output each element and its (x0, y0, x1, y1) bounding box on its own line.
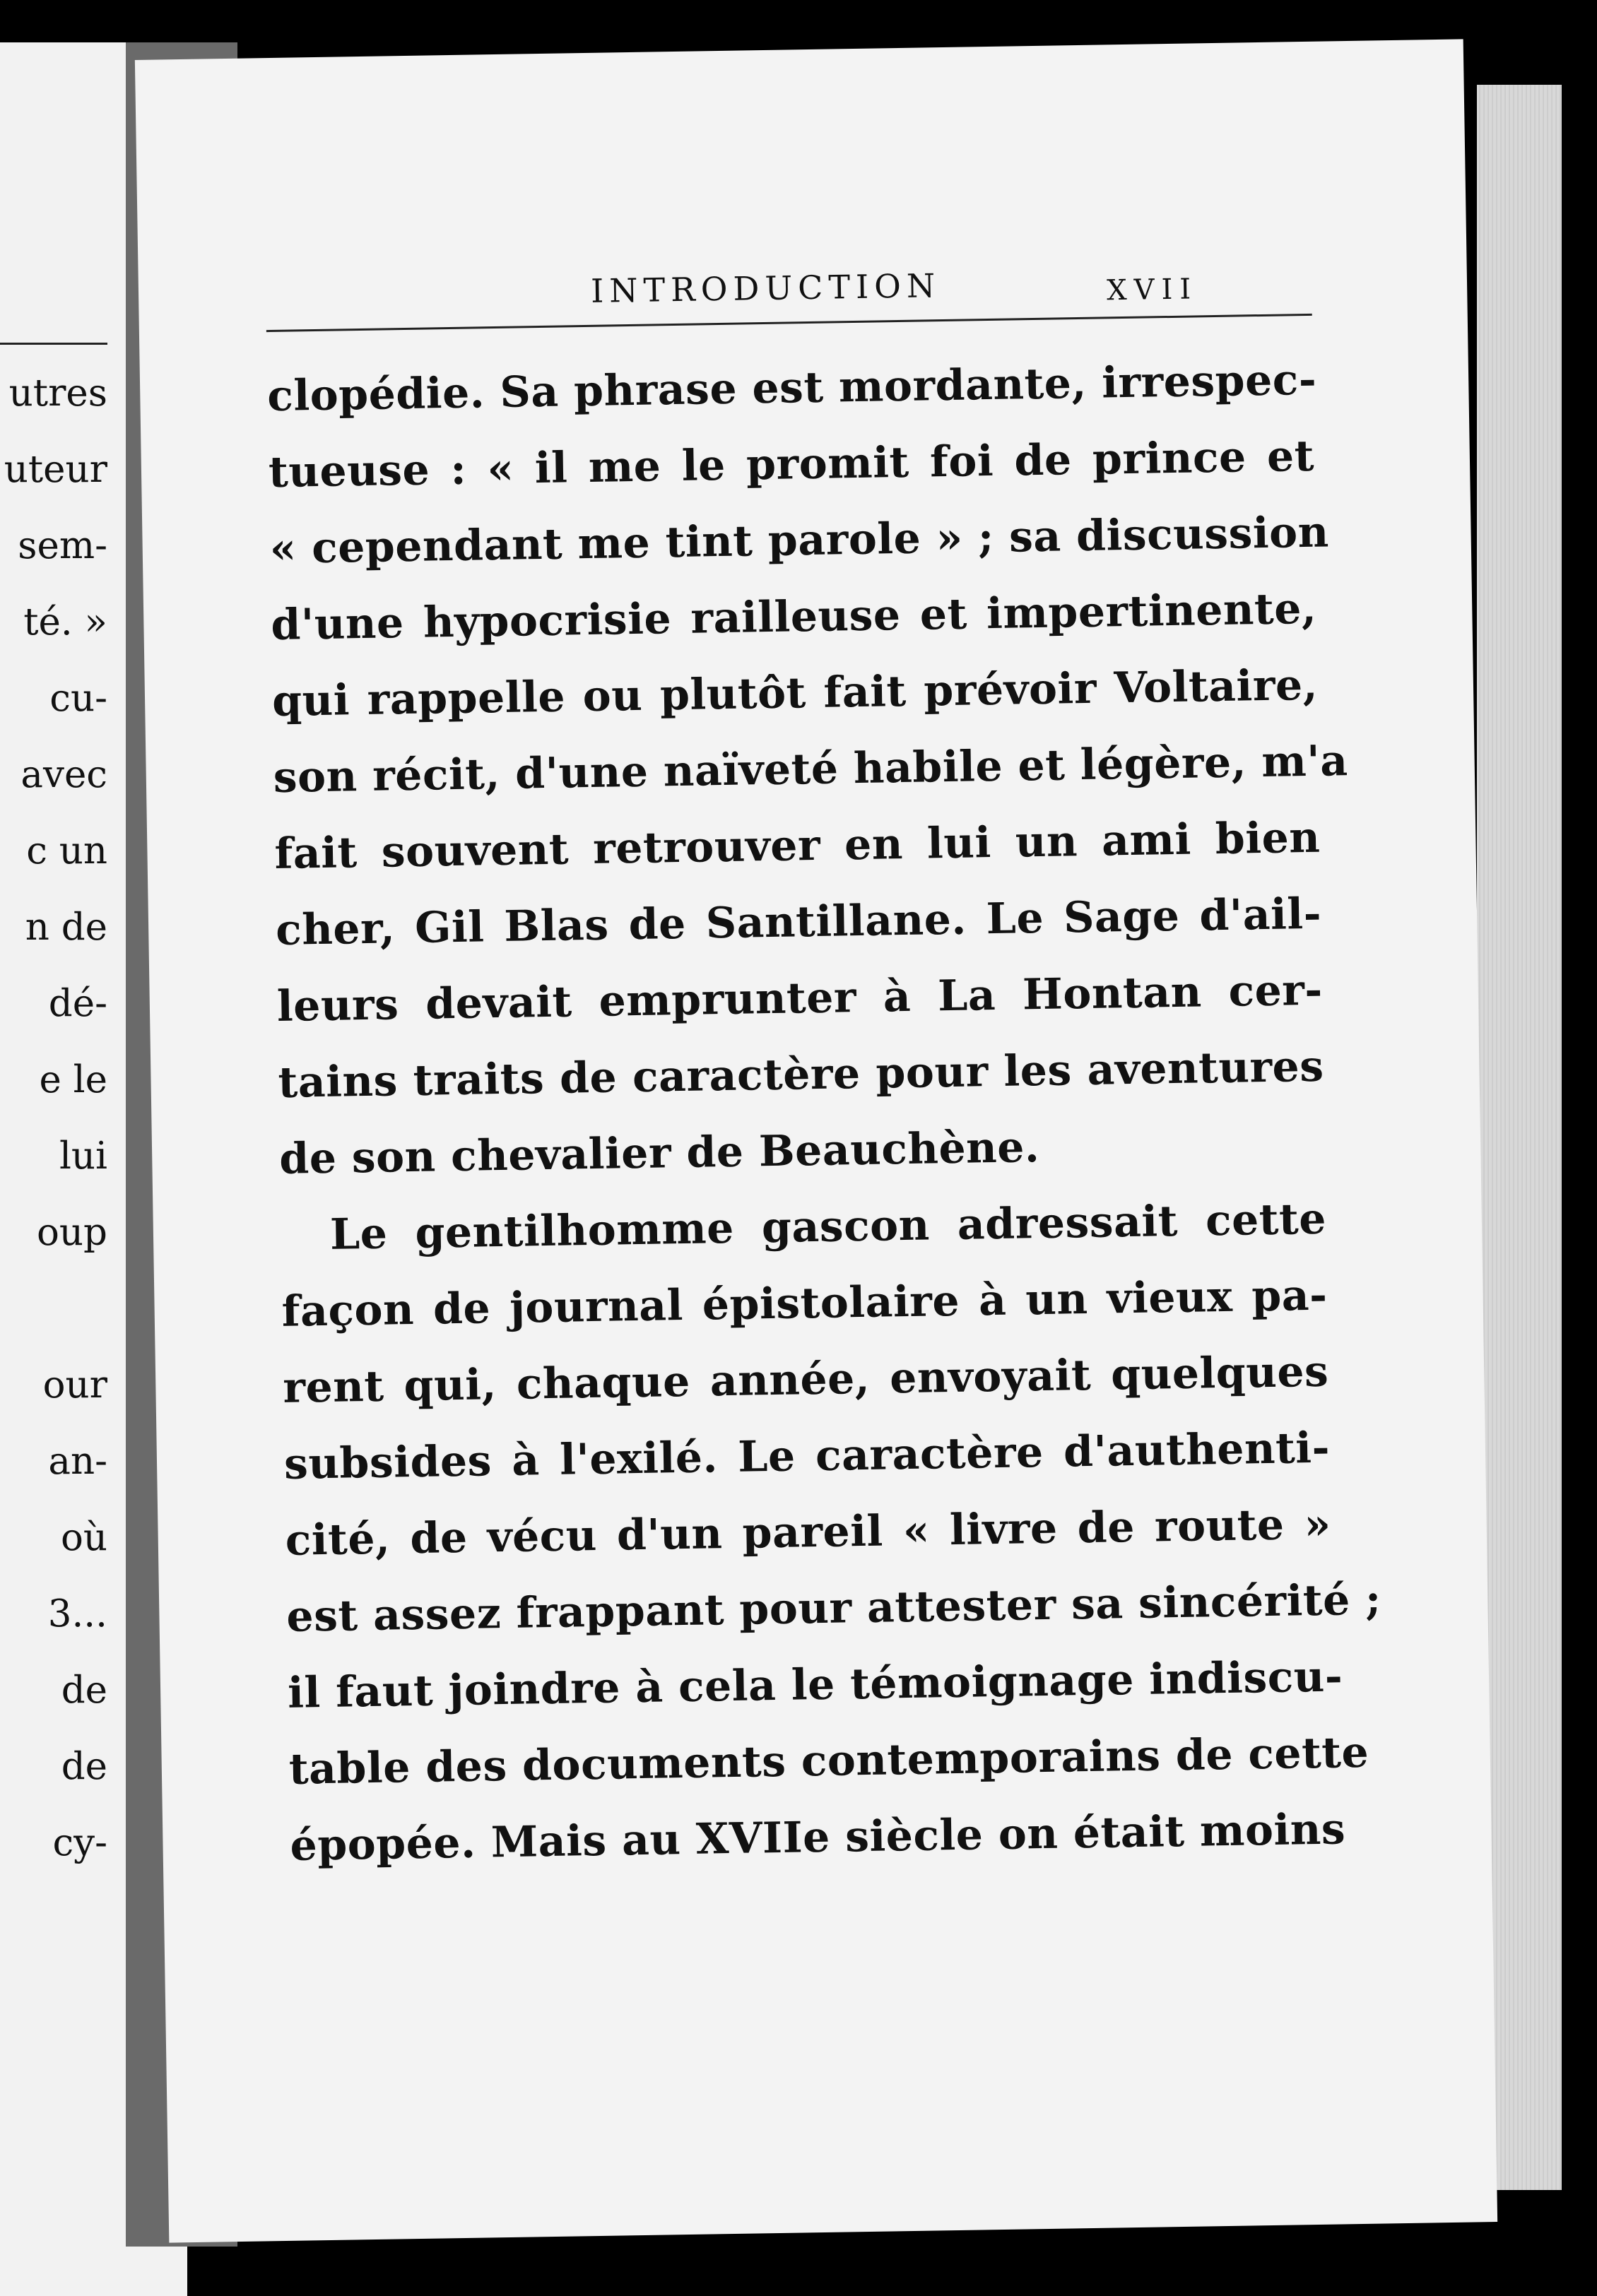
text-line: d'une hypocrisie railleuse et impertinente, (270, 584, 1317, 651)
left-page-line: té. » (23, 600, 107, 644)
left-page-line: avec (20, 753, 107, 796)
text-line: cité, de vécu d'un pareil « livre de route » (285, 1499, 1332, 1566)
text-line: qui rappelle ou plutôt fait prévoir Voltaire, (271, 660, 1319, 727)
text-line: de son chevalier de Beauchène. (278, 1123, 1040, 1184)
text-line: fait souvent retrouver en lui un ami bien (273, 812, 1321, 879)
left-page-line: e le (39, 1058, 107, 1101)
left-page-line: dé- (48, 982, 107, 1025)
left-page-line: c un (26, 829, 107, 872)
text-line: table des documents contemporains de cette (288, 1727, 1369, 1794)
text-line: subsides à l'exilé. Le caractère d'authenti- (283, 1423, 1331, 1489)
text-line: il faut joindre à cela le témoignage indiscu- (287, 1652, 1343, 1718)
left-page-line: our (42, 1363, 107, 1407)
left-page-line: cy- (52, 1821, 107, 1864)
text-line: Le gentilhomme gascon adressait cette (329, 1194, 1327, 1260)
page-number: XVII (1106, 273, 1198, 307)
body-text (266, 342, 1382, 1884)
left-page-rule (0, 343, 107, 345)
text-line: tueuse : « il me le promit foi de prince et (268, 431, 1315, 498)
left-page-line: de (61, 1669, 107, 1712)
text-line: cher, Gil Blas de Santillane. Le Sage d'ail- (275, 889, 1322, 955)
text-line: clopédie. Sa phrase est mordante, irrespec- (266, 355, 1317, 422)
text-line: son récit, d'une naïveté habile et légère, m'a (273, 736, 1349, 803)
left-page-line: cu- (49, 677, 107, 720)
header-rule (266, 314, 1312, 332)
left-page-line: n de (25, 906, 107, 949)
left-page-line: uteur (4, 448, 107, 491)
left-page-line: utres (8, 372, 107, 415)
text-line: rent qui, chaque année, envoyait quelques (282, 1347, 1329, 1413)
left-page-line: lui (59, 1135, 107, 1178)
left-page-line: oup (37, 1211, 107, 1254)
text-line: leurs devait emprunter à La Hontan cer- (276, 965, 1324, 1031)
left-page-line: où (60, 1516, 107, 1559)
left-page-line: de (61, 1745, 107, 1788)
left-page-line: 3... (47, 1592, 107, 1635)
text-line: épopée. Mais au XVIIe siècle on était moins (290, 1804, 1346, 1871)
left-page-line: an- (48, 1440, 107, 1483)
text-line: « cependant me tint parole » ; sa discussion (269, 507, 1330, 574)
text-line: est assez frappant pour attester sa sincérité ; (285, 1575, 1382, 1642)
left-page-line: sem- (18, 524, 107, 567)
text-line: façon de journal épistolaire à un vieux pa- (281, 1270, 1328, 1337)
running-head: INTRODUCTION (590, 266, 941, 310)
text-line: tains traits de caractère pour les aventures (278, 1041, 1324, 1108)
main-page (135, 39, 1497, 2242)
